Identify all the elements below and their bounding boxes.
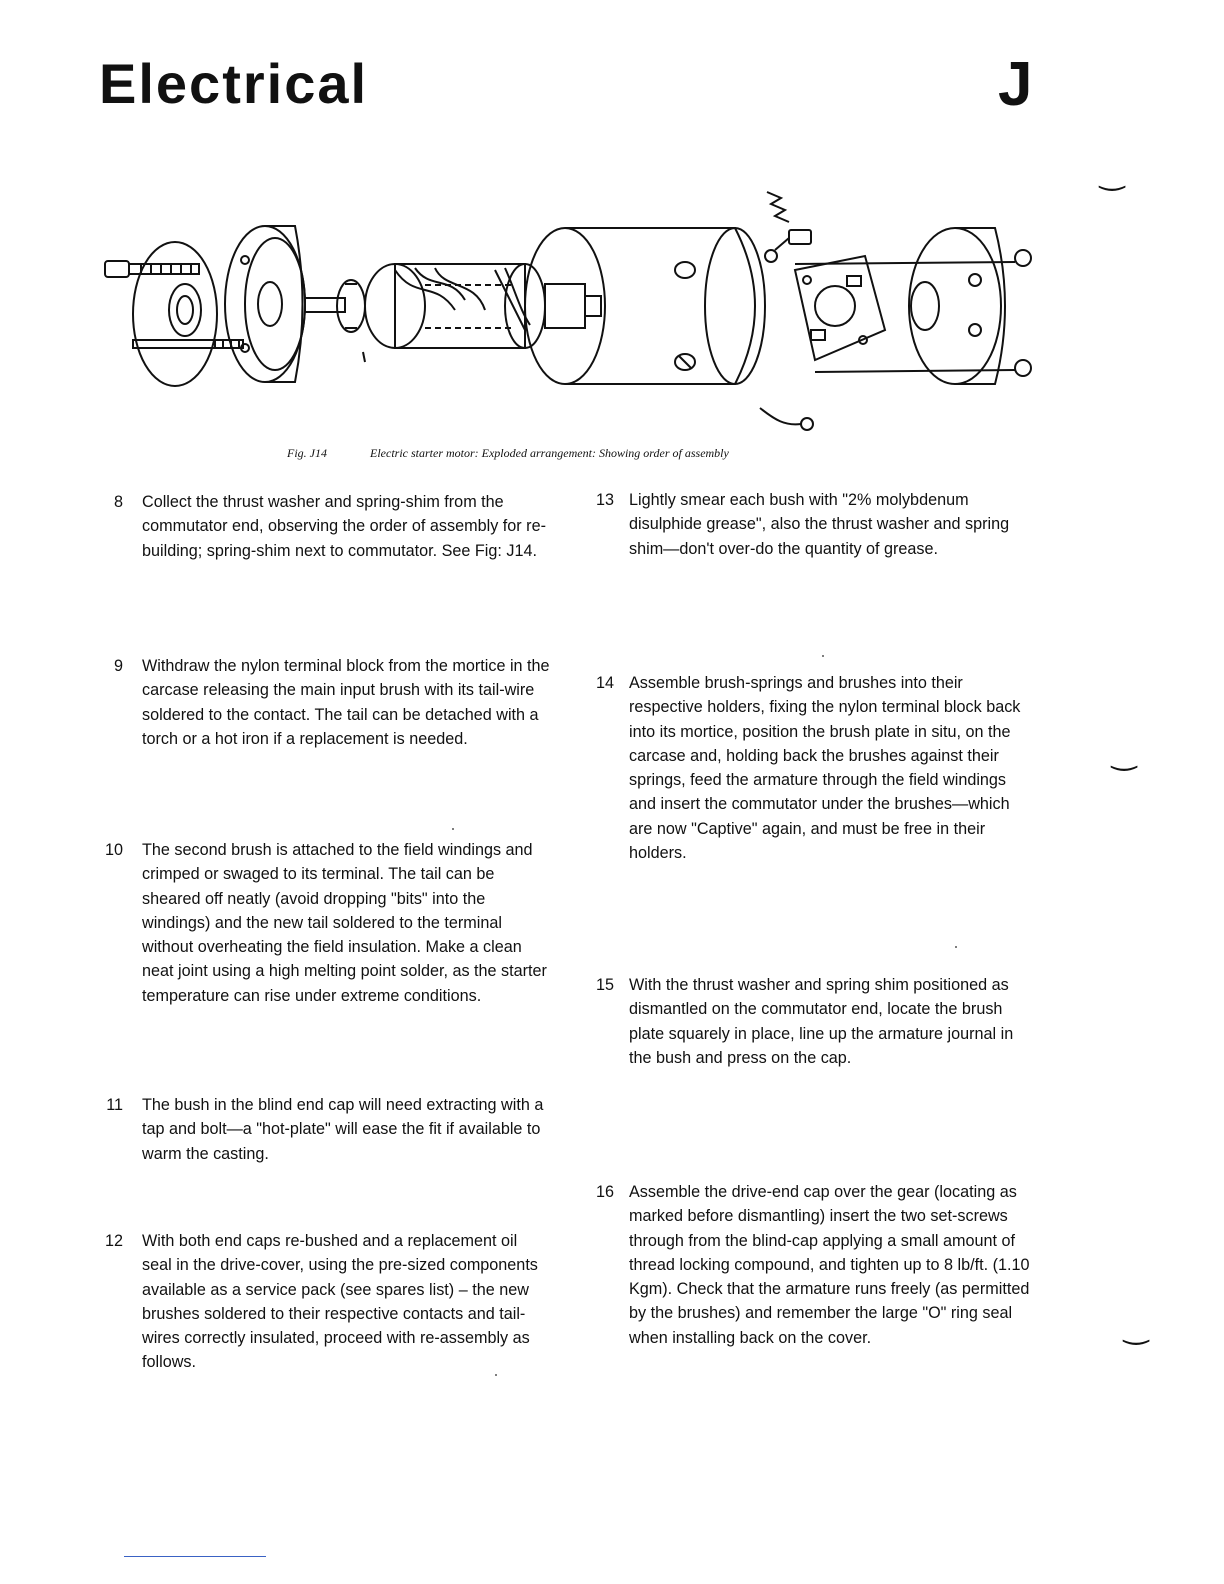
brush-plate — [795, 256, 885, 360]
margin-mark: ‿ — [1100, 158, 1125, 191]
step-number: 8 — [113, 493, 123, 511]
scan-speck — [822, 655, 824, 657]
step-text: With the thrust washer and spring shim positioned as dismantled on the commutator end, locate the brush plate squarely in place, line up the armature journal in the bush and press on the cap. — [629, 976, 1014, 1067]
step-number: 15 — [595, 976, 614, 994]
terminal-block — [765, 230, 811, 262]
through-bolt — [133, 340, 243, 348]
step-number: 14 — [595, 674, 614, 692]
step-text: Collect the thrust washer and spring-shim from the commutator end, observing the order of assembly for re-building; spring-shim next to commutator. See Fig: J14. — [142, 493, 546, 560]
through-bolt — [815, 370, 1015, 372]
brush-spring — [767, 192, 789, 222]
step-text: With both end caps re-bushed and a replacement oil seal in the drive-cover, using the pre-sized components available as a service pack (see spares list) – the new brushes soldered to their respective contacts and tail-wires correctly insulated, proceed with re-assembly as follows. — [142, 1232, 538, 1372]
margin-mark: ‿ — [1112, 738, 1137, 771]
step-number: 13 — [595, 491, 614, 509]
step-text: Assemble the drive-end cap over the gear (locating as marked before dismantling) insert the two set-screws through from the blind-cap applying a small amount of thread locking compound, and tighten up to 8 lb/ft. (1.10 Kgm). Check that the armature runs freely (as permitted by the brushes) and remember the large "O" ring seal when installing back on the cover. — [629, 1183, 1030, 1347]
step-text: Lightly smear each bush with "2% molybdenum disulphide grease", also the thrust washer and spring shim—don't over-do the quantity of grease. — [629, 491, 1010, 558]
step-text: Assemble brush-springs and brushes into their respective holders, fixing the nylon terminal block back into its mortice, position the brush plate in situ, on the carcase and, holding back the brushes against their springs, feed the armature through the field windings and insert the commutator under the brushes—which are now "Captive" again, and must be free in their holders. — [629, 674, 1021, 863]
scan-speck — [452, 828, 454, 830]
commutator-end-cap — [909, 228, 1005, 384]
through-bolt — [795, 262, 1015, 264]
thrust-washer — [169, 284, 201, 336]
armature — [365, 264, 601, 348]
step-text: Withdraw the nylon terminal block from the mortice in the carcase releasing the main input brush with its tail-wire soldered to the contact. The tail can be detached with a torch or a hot iron if a replacement is needed. — [142, 657, 550, 748]
carcase — [525, 228, 765, 384]
step-number: 9 — [113, 657, 123, 675]
drive-end-cap — [225, 226, 305, 382]
step-number: 12 — [104, 1232, 123, 1250]
scan-speck — [955, 946, 957, 948]
footer-rule — [124, 1556, 266, 1557]
section-letter: J — [998, 50, 1033, 119]
page-title: Electrical — [99, 52, 369, 115]
margin-mark: ‿ — [1124, 1312, 1149, 1345]
set-screw — [105, 261, 199, 277]
step-text: The bush in the blind end cap will need extracting with a tap and bolt—a "hot-plate" will ease the fit if available to warm the casting. — [142, 1096, 544, 1163]
figure-caption — [287, 446, 729, 461]
step-number: 11 — [106, 1096, 123, 1114]
exploded-starter-motor-drawing — [95, 180, 1045, 450]
scan-speck — [495, 1374, 497, 1376]
step-number: 16 — [595, 1183, 614, 1201]
pinion-gear — [305, 280, 365, 332]
step-number: 10 — [104, 841, 123, 859]
figure-label: Fig. J14 — [287, 446, 327, 460]
step-text: The second brush is attached to the field windings and crimped or swaged to its terminal. The tail can be sheared off neatly (avoid dropping "bits" into the windings) and the new tail soldered to the terminal without overheating the field insulation. Make a clean neat joint using a high melting point solder, as the starter temperature can rise under extreme conditions. — [142, 841, 547, 1005]
figure-caption-text: Electric starter motor: Exploded arrangement: Showing order of assembly — [370, 446, 729, 460]
